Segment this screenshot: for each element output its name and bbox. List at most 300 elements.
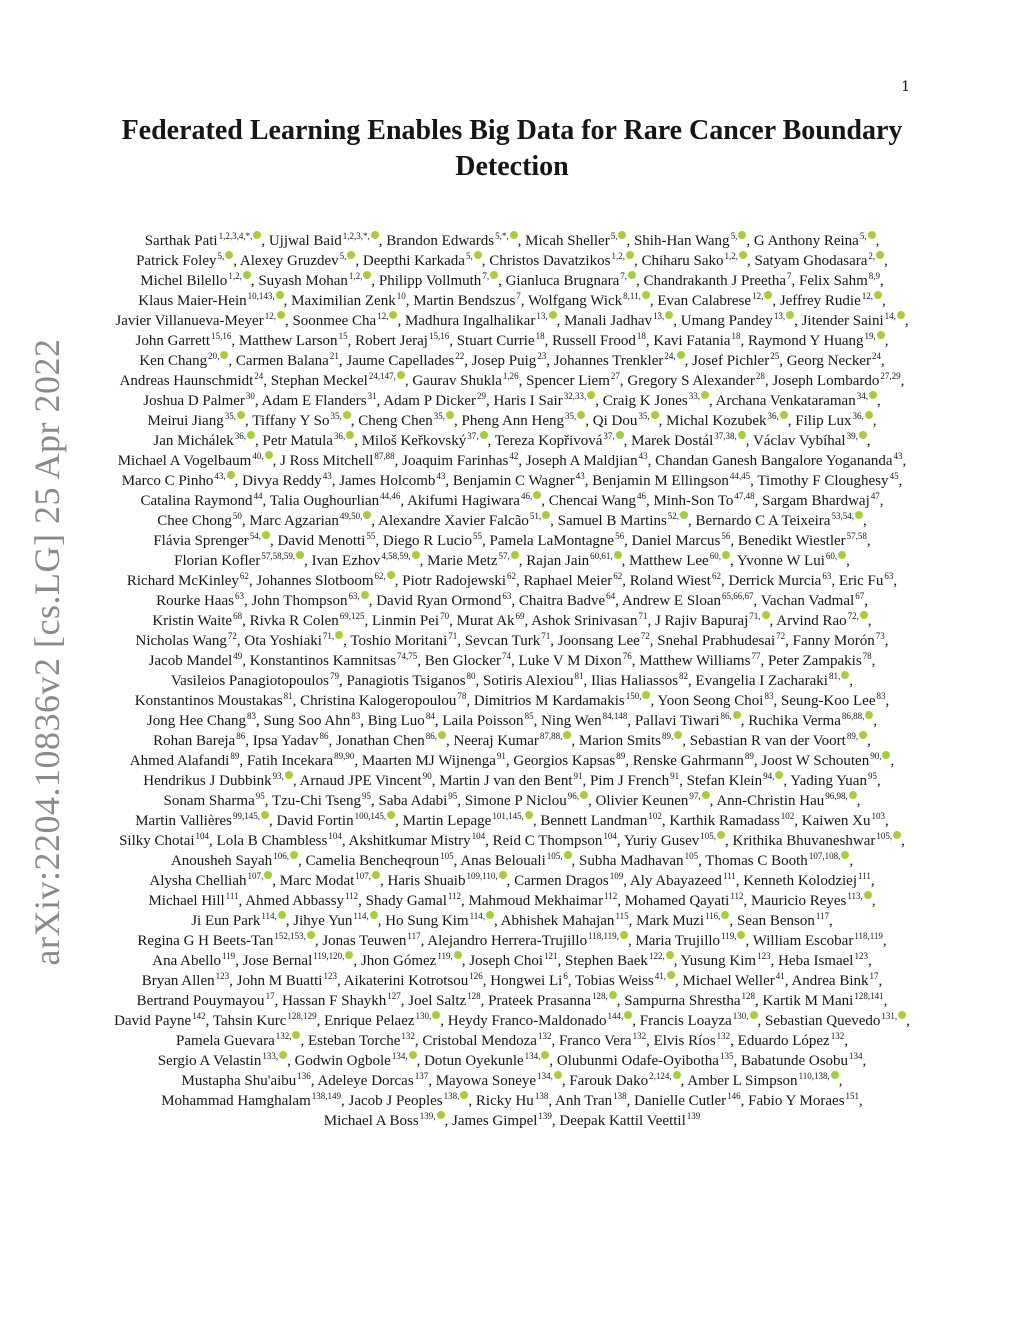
orcid-icon[interactable] bbox=[437, 1111, 445, 1119]
affiliation-superscript: 81 bbox=[283, 691, 293, 701]
affiliation-superscript: 53,54, bbox=[831, 511, 854, 521]
author-entry: Joseph A Maldjian$^{43}$, bbox=[525, 451, 652, 469]
affiliation-superscript: 132 bbox=[632, 1031, 647, 1041]
author-entry: Anousheh Sayah$^{106,}$ , bbox=[170, 851, 302, 869]
author-name: Mohamed Qayati bbox=[624, 893, 730, 909]
orcid-icon[interactable] bbox=[665, 311, 673, 319]
affiliation-superscript: 112 bbox=[344, 891, 359, 901]
orcid-icon[interactable] bbox=[220, 351, 228, 359]
author-entry: Daniel Marcus$^{56}$, bbox=[631, 531, 735, 549]
orcid-icon[interactable] bbox=[345, 951, 353, 959]
orcid-icon[interactable] bbox=[616, 431, 624, 439]
orcid-icon[interactable] bbox=[855, 511, 863, 519]
orcid-icon[interactable] bbox=[577, 411, 585, 419]
author-entry: Karthik Ramadass$^{102}$, bbox=[669, 811, 799, 829]
affiliation-superscript: 35, bbox=[433, 411, 446, 421]
orcid-icon[interactable] bbox=[651, 411, 659, 419]
orcid-icon[interactable] bbox=[849, 791, 857, 799]
author-entry: Petr Matula$^{36,}$ , bbox=[262, 431, 358, 449]
orcid-icon[interactable] bbox=[628, 271, 636, 279]
orcid-icon[interactable] bbox=[618, 231, 626, 239]
orcid-icon[interactable] bbox=[882, 751, 890, 759]
author-entry: Laila Poisson$^{85}$, bbox=[442, 711, 538, 729]
orcid-icon[interactable] bbox=[460, 1091, 468, 1099]
orcid-icon[interactable] bbox=[397, 371, 405, 379]
orcid-icon[interactable] bbox=[243, 271, 251, 279]
affiliation-superscript: 15 bbox=[338, 331, 348, 341]
orcid-icon[interactable] bbox=[389, 311, 397, 319]
affiliation-superscript: 104 bbox=[603, 831, 617, 841]
affiliation-superscript: 77 bbox=[751, 651, 761, 661]
affiliation-superscript: 5, bbox=[217, 251, 225, 261]
orcid-icon[interactable] bbox=[285, 771, 293, 779]
orcid-icon[interactable] bbox=[673, 1071, 681, 1079]
orcid-icon[interactable] bbox=[750, 1011, 758, 1019]
author-entry: Mohamed Qayati$^{112}$, bbox=[624, 891, 748, 909]
author-entry: Jacob Mandel$^{49}$, bbox=[148, 651, 247, 669]
affiliation-superscript: 43 bbox=[893, 451, 903, 461]
author-name: Franco Vera bbox=[558, 1033, 632, 1049]
author-entry: Joost W Schouten$^{90,}$ , bbox=[761, 751, 895, 769]
orcid-icon[interactable] bbox=[347, 251, 355, 259]
affiliation-superscript: 67 bbox=[855, 591, 865, 601]
orcid-icon[interactable] bbox=[893, 831, 901, 839]
author-entry: Klaus Maier-Hein$^{10,143,}$ , bbox=[138, 291, 288, 309]
affiliation-superscript: 134 bbox=[849, 1051, 863, 1061]
affiliation-superscript: 19, bbox=[864, 331, 876, 341]
orcid-icon[interactable] bbox=[361, 591, 369, 599]
affiliation-superscript: 139 bbox=[538, 1111, 552, 1121]
orcid-icon[interactable] bbox=[264, 871, 272, 879]
affiliation-superscript: 62 bbox=[507, 571, 517, 581]
orcid-icon[interactable] bbox=[549, 311, 557, 319]
orcid-icon[interactable] bbox=[620, 931, 628, 939]
orcid-icon[interactable] bbox=[762, 611, 770, 619]
affiliation-superscript: 63, bbox=[348, 591, 360, 601]
affiliation-superscript: 27 bbox=[610, 371, 620, 381]
orcid-icon[interactable] bbox=[702, 791, 710, 799]
orcid-icon[interactable] bbox=[525, 811, 533, 819]
orcid-icon[interactable] bbox=[721, 911, 729, 919]
affiliation-superscript: 36, bbox=[333, 431, 346, 441]
author-entry bbox=[559, 1113, 700, 1129]
affiliation-superscript: 102 bbox=[648, 811, 662, 821]
orcid-icon[interactable] bbox=[542, 511, 550, 519]
affiliation-superscript: 114, bbox=[469, 911, 486, 921]
author-entry: John M Buatti$^{123}$, bbox=[236, 971, 341, 989]
affiliation-superscript: 86, bbox=[720, 711, 732, 721]
orcid-icon[interactable] bbox=[717, 831, 725, 839]
author-entry: Haris Shuaib$^{109,110,}$ , bbox=[387, 871, 511, 889]
author-entry: Eduardo López$^{132}$, bbox=[737, 1031, 848, 1049]
author-entry: Mauricio Reyes$^{113,}$ , bbox=[751, 891, 876, 909]
affiliation-superscript: 101,145, bbox=[492, 811, 524, 821]
orcid-icon[interactable] bbox=[764, 291, 772, 299]
orcid-icon[interactable] bbox=[738, 231, 746, 239]
affiliation-superscript: 15,16 bbox=[428, 331, 450, 341]
orcid-icon[interactable] bbox=[292, 1031, 300, 1039]
orcid-icon[interactable] bbox=[261, 811, 269, 819]
affiliation-superscript: 63 bbox=[502, 591, 512, 601]
orcid-icon[interactable] bbox=[387, 571, 395, 579]
orcid-icon[interactable] bbox=[371, 231, 379, 239]
affiliation-superscript: 44,45 bbox=[729, 471, 751, 481]
affiliation-superscript: 84,148 bbox=[602, 711, 628, 721]
orcid-icon[interactable] bbox=[614, 551, 622, 559]
author-name: Javier Villanueva-Meyer bbox=[115, 313, 264, 329]
orcid-icon[interactable] bbox=[666, 951, 674, 959]
author-name: Petr Matula bbox=[262, 433, 333, 449]
author-name: Babatunde Osobu bbox=[740, 1053, 849, 1069]
orcid-icon[interactable] bbox=[474, 251, 482, 259]
affiliation-superscript: 127 bbox=[387, 991, 401, 1001]
author-entry: James Gimpel$^{139}$, bbox=[452, 1111, 556, 1129]
author-entry: Ilias Haliassos$^{82}$, bbox=[590, 671, 692, 689]
orcid-icon[interactable] bbox=[642, 691, 650, 699]
orcid-icon[interactable] bbox=[387, 811, 395, 819]
orcid-icon[interactable] bbox=[290, 851, 298, 859]
affiliation-superscript: 37, bbox=[467, 431, 479, 441]
author-entry: Peter Zampakis$^{78}$, bbox=[767, 651, 876, 669]
orcid-icon[interactable] bbox=[279, 1051, 287, 1059]
orcid-icon[interactable] bbox=[831, 1071, 839, 1079]
orcid-icon[interactable] bbox=[701, 391, 709, 399]
author-name: Sebastian R van der Voort bbox=[689, 733, 846, 749]
orcid-icon[interactable] bbox=[432, 1011, 440, 1019]
orcid-icon[interactable] bbox=[738, 431, 746, 439]
author-name: Danielle Cutler bbox=[634, 1093, 727, 1109]
author-entry: Felix Sahm$^{8,9}$, bbox=[798, 271, 884, 289]
affiliation-superscript: 71, bbox=[322, 631, 335, 641]
orcid-icon[interactable] bbox=[262, 531, 270, 539]
orcid-icon[interactable] bbox=[864, 891, 872, 899]
author-name: Bertrand Pouymayou bbox=[136, 993, 265, 1009]
author-name: Maria Trujillo bbox=[635, 933, 721, 949]
orcid-icon[interactable] bbox=[296, 551, 304, 559]
author-entry: Dimitrios M Kardamakis$^{150,}$ , bbox=[473, 691, 655, 709]
author-name: Adeleye Dorcas bbox=[317, 1073, 414, 1089]
orcid-icon[interactable] bbox=[841, 851, 849, 859]
author-entry: Pallavi Tiwari$^{86,}$ , bbox=[634, 711, 745, 729]
affiliation-superscript: 74 bbox=[502, 651, 512, 661]
author-name: Pamela Guevara bbox=[176, 1033, 275, 1049]
orcid-icon[interactable] bbox=[446, 411, 454, 419]
author-entry: Matthew Lee$^{60,}$ , bbox=[629, 551, 734, 569]
affiliation-superscript: 7 bbox=[516, 291, 521, 301]
orcid-icon[interactable] bbox=[874, 291, 882, 299]
author-entry: Bernardo C A Teixeira$^{53,54,}$ , bbox=[695, 511, 867, 529]
author-entry: Alysha Chelliah$^{107,}$ , bbox=[149, 871, 276, 889]
orcid-icon[interactable] bbox=[412, 551, 420, 559]
orcid-icon[interactable] bbox=[480, 431, 488, 439]
author-name: Prateek Prasanna bbox=[488, 993, 592, 1009]
orcid-icon[interactable] bbox=[868, 231, 876, 239]
author-entry: Sonam Sharma$^{95}$, bbox=[163, 791, 269, 809]
affiliation-superscript: 42 bbox=[509, 451, 519, 461]
author-name: Jan Michálek bbox=[153, 433, 234, 449]
orcid-icon[interactable] bbox=[775, 771, 783, 779]
author-name: Roland Wiest bbox=[629, 573, 711, 589]
affiliation-superscript: 8,9 bbox=[868, 271, 880, 281]
orcid-icon[interactable] bbox=[786, 311, 794, 319]
affiliation-superscript: 134, bbox=[524, 1051, 541, 1061]
orcid-icon[interactable] bbox=[307, 931, 315, 939]
author-name: Flávia Sprenger bbox=[153, 533, 249, 549]
orcid-icon[interactable] bbox=[510, 231, 518, 239]
orcid-icon[interactable] bbox=[865, 411, 873, 419]
affiliation-superscript: 137 bbox=[414, 1071, 429, 1081]
author-name: Chiharu Sako bbox=[641, 253, 724, 269]
author-entry: Ahmed Alafandi$^{89}$, bbox=[129, 751, 244, 769]
author-entry: Panagiotis Tsiganos$^{80}$, bbox=[346, 671, 480, 689]
affiliation-superscript: 86 bbox=[319, 731, 329, 741]
affiliation-superscript: 138,149 bbox=[311, 1091, 341, 1101]
author-entry: Jeffrey Rudie$^{12,}$ , bbox=[779, 291, 886, 309]
author-name: Pim J French bbox=[590, 773, 670, 789]
orcid-icon[interactable] bbox=[876, 251, 884, 259]
author-entry: J Ross Mitchell$^{87,88}$, bbox=[280, 451, 399, 469]
orcid-icon[interactable] bbox=[624, 1011, 632, 1019]
orcid-icon[interactable] bbox=[898, 1011, 906, 1019]
author-entry: Thomas C Booth$^{107,108,}$ , bbox=[705, 851, 854, 869]
author-name: Konstantinos Moustakas bbox=[134, 693, 283, 709]
affiliation-superscript: 43, bbox=[214, 471, 226, 481]
orcid-icon[interactable] bbox=[587, 391, 595, 399]
orcid-icon[interactable] bbox=[859, 431, 867, 439]
author-entry: Marion Smits$^{89,}$ , bbox=[578, 731, 686, 749]
affiliation-superscript: 132 bbox=[830, 1031, 845, 1041]
orcid-icon[interactable] bbox=[722, 551, 730, 559]
author-entry: Mahmoud Mekhaimar$^{112}$, bbox=[468, 891, 622, 909]
affiliation-superscript: 80 bbox=[466, 671, 476, 681]
author-entry: Meirui Jiang$^{35,}$ , bbox=[147, 411, 249, 429]
author-entry: Benjamin C Wagner$^{43}$, bbox=[452, 471, 589, 489]
affiliation-superscript: 136 bbox=[297, 1071, 311, 1081]
orcid-icon[interactable] bbox=[490, 271, 498, 279]
orcid-icon[interactable] bbox=[533, 491, 541, 499]
affiliation-superscript: 142 bbox=[192, 1011, 206, 1021]
affiliation-superscript: 78 bbox=[457, 691, 467, 701]
author-entry: Chandrakanth J Preetha$^7$, bbox=[643, 271, 796, 289]
affiliation-superscript: 109,110, bbox=[466, 871, 498, 881]
orcid-icon[interactable] bbox=[363, 271, 371, 279]
orcid-icon[interactable] bbox=[838, 551, 846, 559]
author-name: Joseph Choi bbox=[469, 953, 544, 969]
orcid-icon[interactable] bbox=[737, 931, 745, 939]
orcid-icon[interactable] bbox=[859, 731, 867, 739]
orcid-icon[interactable] bbox=[265, 451, 273, 459]
author-entry: Aly Abayazeed$^{111}$, bbox=[629, 871, 740, 889]
author-entry: Alexandre Xavier Falcão$^{51,}$ , bbox=[378, 511, 554, 529]
author-name: Timothy F Cloughesy bbox=[757, 473, 889, 489]
author-entry: Rohan Bareja$^{86}$, bbox=[153, 731, 249, 749]
author-entry: Yvonne W Lui$^{60,}$ , bbox=[736, 551, 850, 569]
author-name: Joshua D Palmer bbox=[143, 393, 245, 409]
author-name: Tobias Weiss bbox=[575, 973, 654, 989]
author-entry: Martin Vallières$^{99,145,}$ , bbox=[135, 811, 273, 829]
author-name: Olubunmi Odafe-Oyibotha bbox=[556, 1053, 719, 1069]
author-entry: Marc Modat$^{107,}$ , bbox=[279, 871, 384, 889]
affiliation-superscript: 40, bbox=[252, 451, 264, 461]
orcid-icon[interactable] bbox=[642, 291, 650, 299]
affiliation-superscript: 13, bbox=[773, 311, 786, 321]
author-entry: Ashok Srinivasan$^{71}$, bbox=[531, 611, 652, 629]
orcid-icon[interactable] bbox=[370, 911, 378, 919]
orcid-icon[interactable] bbox=[733, 711, 741, 719]
affiliation-superscript: 100,145, bbox=[354, 811, 387, 821]
author-entry: Ning Wen$^{84,148}$, bbox=[541, 711, 632, 729]
orcid-icon[interactable] bbox=[247, 431, 255, 439]
affiliation-superscript: 83 bbox=[247, 711, 257, 721]
affiliation-superscript: 99,145, bbox=[233, 811, 261, 821]
affiliation-superscript: 1,2,3,4,*, bbox=[218, 231, 253, 241]
orcid-icon[interactable] bbox=[511, 551, 519, 559]
author-name: Michael Weller bbox=[682, 973, 775, 989]
author-name: Dotun Oyekunle bbox=[424, 1053, 524, 1069]
orcid-icon[interactable] bbox=[335, 631, 343, 639]
orcid-icon[interactable] bbox=[677, 351, 685, 359]
author-name: Philipp Vollmuth bbox=[378, 273, 482, 289]
author-name: David Fortin bbox=[276, 813, 354, 829]
orcid-icon[interactable] bbox=[580, 791, 588, 799]
orcid-icon[interactable] bbox=[372, 871, 380, 879]
orcid-icon[interactable] bbox=[609, 991, 617, 999]
orcid-icon[interactable] bbox=[343, 411, 351, 419]
affiliation-superscript: 105 bbox=[440, 851, 454, 861]
author-entry: Joaquim Farinhas$^{42}$, bbox=[402, 451, 523, 469]
orcid-icon[interactable] bbox=[454, 951, 462, 959]
author-entry: Josep Puig$^{23}$, bbox=[471, 351, 551, 369]
author-name: Aikaterini Kotrotsou bbox=[343, 973, 469, 989]
author-name: David Payne bbox=[114, 1013, 192, 1029]
orcid-icon[interactable] bbox=[667, 971, 675, 979]
author-name: Diego R Lucio bbox=[382, 533, 473, 549]
author-name: Toshio Moritani bbox=[350, 633, 448, 649]
author-name: Jacob Mandel bbox=[148, 653, 233, 669]
author-name: Fanny Morón bbox=[792, 633, 875, 649]
author-entry: Ruchika Verma$^{86,88,}$ , bbox=[748, 711, 878, 729]
affiliation-superscript: 123 bbox=[757, 951, 771, 961]
affiliation-superscript: 118,119 bbox=[854, 931, 883, 941]
author-name: Deepthi Karkada bbox=[362, 253, 465, 269]
orcid-icon[interactable] bbox=[680, 511, 688, 519]
author-name: Ji Eun Park bbox=[191, 913, 261, 929]
affiliation-superscript: 105, bbox=[700, 831, 716, 841]
author-name: Farouk Dako bbox=[569, 1073, 649, 1089]
affiliation-superscript: 64 bbox=[606, 591, 616, 601]
affiliation-superscript: 91 bbox=[573, 771, 583, 781]
affiliation-superscript: 91 bbox=[670, 771, 680, 781]
author-name: Anas Belouali bbox=[460, 853, 546, 869]
author-name: Chaitra Badve bbox=[518, 593, 606, 609]
orcid-icon[interactable] bbox=[554, 1071, 562, 1079]
author-entry: Prateek Prasanna$^{128,}$ , bbox=[488, 991, 621, 1009]
orcid-icon[interactable] bbox=[674, 731, 682, 739]
orcid-icon[interactable] bbox=[277, 311, 285, 319]
orcid-icon[interactable] bbox=[227, 471, 235, 479]
author-entry: Archana Venkataraman$^{34,}$ , bbox=[715, 391, 881, 409]
author-name: Chee Chong bbox=[157, 513, 232, 529]
affiliation-superscript: 56 bbox=[615, 531, 625, 541]
author-entry: Elvis Ríos$^{132}$, bbox=[653, 1031, 734, 1049]
author-name: Rajan Jain bbox=[526, 553, 590, 569]
affiliation-superscript: 17 bbox=[869, 971, 879, 981]
affiliation-superscript: 24 bbox=[871, 351, 881, 361]
orcid-icon[interactable] bbox=[346, 431, 354, 439]
orcid-icon[interactable] bbox=[486, 911, 494, 919]
orcid-icon[interactable] bbox=[409, 1051, 417, 1059]
affiliation-superscript: 72 bbox=[227, 631, 237, 641]
author-entry: Saba Adabi$^{95}$, bbox=[378, 791, 462, 809]
author-name: Ann-Christin Hau bbox=[716, 793, 825, 809]
orcid-icon[interactable] bbox=[438, 731, 446, 739]
orcid-icon[interactable] bbox=[363, 511, 371, 519]
author-entry: Christos Davatzikos$^{1,2,}$ , bbox=[489, 251, 638, 269]
affiliation-superscript: 5, bbox=[339, 251, 347, 261]
affiliation-superscript: 89 bbox=[744, 751, 754, 761]
orcid-icon[interactable] bbox=[877, 331, 885, 339]
author-name: Sargam Bhardwaj bbox=[762, 493, 870, 509]
orcid-icon[interactable] bbox=[541, 1051, 549, 1059]
orcid-icon[interactable] bbox=[276, 291, 284, 299]
author-name: Ho Sung Kim bbox=[385, 913, 469, 929]
author-name: Alexandre Xavier Falcão bbox=[378, 513, 529, 529]
affiliation-superscript: 49,50, bbox=[339, 511, 363, 521]
orcid-icon[interactable] bbox=[780, 411, 788, 419]
affiliation-superscript: 86,88, bbox=[841, 711, 865, 721]
affiliation-superscript: 119,120, bbox=[313, 951, 345, 961]
affiliation-superscript: 12, bbox=[264, 311, 276, 321]
author-entry: Madhura Ingalhalikar$^{13,}$ , bbox=[404, 311, 561, 329]
author-name: Heba Ismael bbox=[778, 953, 854, 969]
orcid-icon[interactable] bbox=[860, 611, 868, 619]
author-name: Fabio Y Moraes bbox=[748, 1093, 845, 1109]
author-entry: Eric Fu$^{63}$, bbox=[838, 571, 898, 589]
affiliation-superscript: 2,124, bbox=[649, 1071, 672, 1081]
affiliation-superscript: 87,88, bbox=[539, 731, 563, 741]
orcid-icon[interactable] bbox=[278, 911, 286, 919]
affiliation-superscript: 4,58,59, bbox=[381, 551, 411, 561]
affiliation-superscript: 150, bbox=[625, 691, 642, 701]
author-name: Ujjwal Baid bbox=[268, 233, 342, 249]
orcid-icon[interactable] bbox=[563, 731, 571, 739]
affiliation-superscript: 62 bbox=[613, 571, 623, 581]
orcid-icon[interactable] bbox=[869, 391, 877, 399]
affiliation-superscript: 102 bbox=[780, 811, 795, 821]
orcid-icon[interactable] bbox=[253, 231, 261, 239]
author-entry: Patrick Foley$^{5,}$ , bbox=[136, 251, 237, 269]
affiliation-superscript: 90 bbox=[422, 771, 432, 781]
affiliation-superscript: 123 bbox=[323, 971, 337, 981]
orcid-icon[interactable] bbox=[237, 411, 245, 419]
affiliation-superscript: 63 bbox=[884, 571, 894, 581]
author-name: Martin Vallières bbox=[135, 813, 233, 829]
orcid-icon[interactable] bbox=[564, 851, 572, 859]
author-entry: Chencai Wang$^{46}$, bbox=[548, 491, 650, 509]
orcid-icon[interactable] bbox=[499, 871, 507, 879]
orcid-icon[interactable] bbox=[225, 251, 233, 259]
author-entry: Jihye Yun$^{114,}$ , bbox=[293, 911, 382, 929]
author-name: Marco C Pinho bbox=[121, 473, 214, 489]
author-name: Chencai Wang bbox=[548, 493, 636, 509]
orcid-icon[interactable] bbox=[897, 311, 905, 319]
orcid-icon[interactable] bbox=[865, 711, 873, 719]
orcid-icon[interactable] bbox=[841, 671, 849, 679]
affiliation-superscript: 60, bbox=[825, 551, 838, 561]
affiliation-superscript: 83 bbox=[764, 691, 774, 701]
orcid-icon[interactable] bbox=[739, 251, 747, 259]
orcid-icon[interactable] bbox=[626, 251, 634, 259]
